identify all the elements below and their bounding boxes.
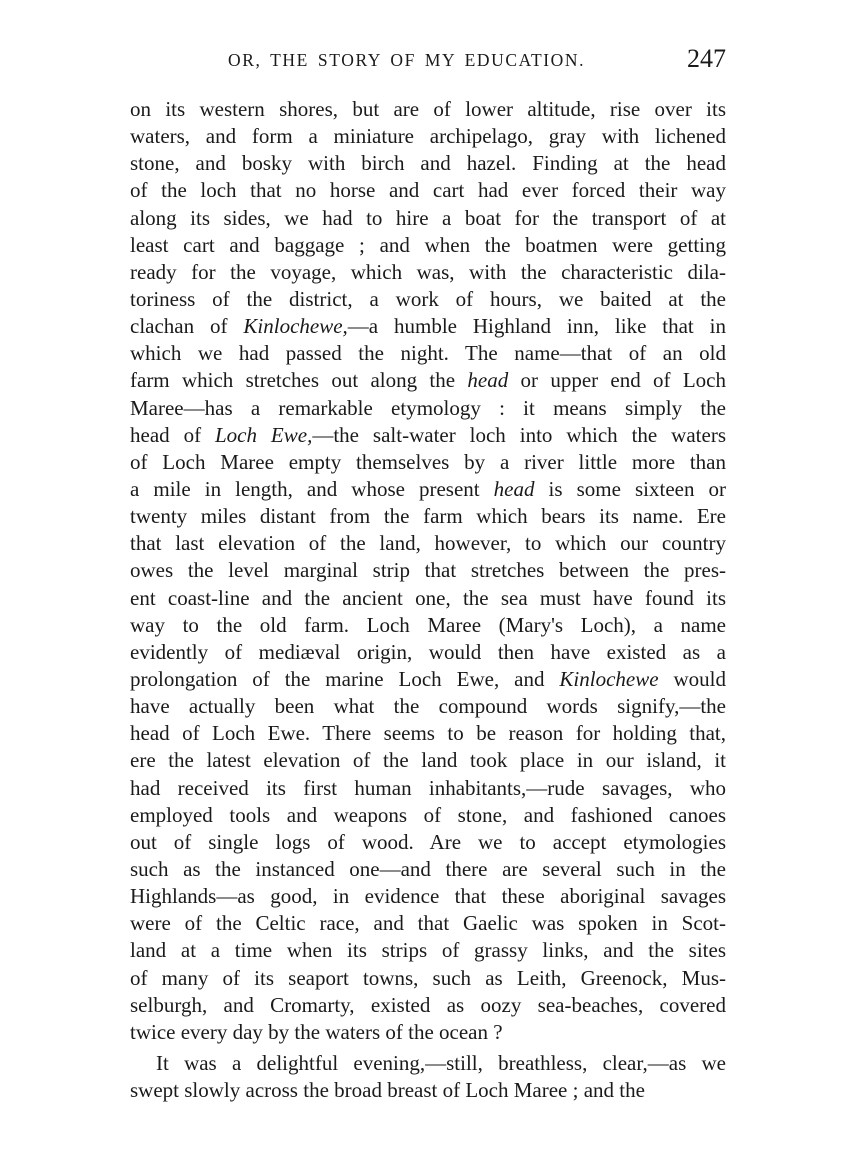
line-text: were of the Celtic race, and that Gaelic was spoken in Scot-: [130, 911, 726, 936]
line-text: have actually been what the compound words signify,—the: [130, 694, 726, 719]
line-text: would: [658, 666, 727, 691]
italic-text: head: [493, 476, 535, 501]
running-head: [130, 44, 726, 78]
line-text: out of single logs of wood. Are we to accept etymologies: [130, 829, 726, 854]
italic-text: Loch Ewe,: [215, 422, 313, 447]
text-line: [130, 177, 726, 204]
line-text: swept slowly across the broad breast of Loch Maree ; and the: [130, 1078, 645, 1103]
italic-text: Kinlochewe,: [243, 314, 348, 339]
line-text: It was a delightful evening,—still, breathless, clear,—as we: [156, 1050, 726, 1075]
page-number: 247: [687, 44, 726, 73]
line-text: a mile in length, and whose present: [130, 476, 494, 501]
text-line: [130, 612, 726, 639]
line-text: that last elevation of the land, however, to which our country: [130, 531, 726, 556]
line-text: had received its first human inhabitants,—rude savages, who: [130, 775, 726, 800]
text-line: [130, 639, 726, 666]
body-text: [130, 96, 726, 1104]
italic-text: head: [467, 368, 509, 393]
line-text: employed tools and weapons of stone, and fashioned canoes: [130, 802, 726, 827]
text-line: [130, 802, 726, 829]
line-text: twenty miles distant from the farm which bears its name. Ere: [130, 504, 726, 529]
text-line: [130, 1077, 726, 1104]
line-text: clachan of: [130, 314, 244, 339]
text-line: [130, 693, 726, 720]
text-line: [130, 286, 726, 313]
line-text: way to the old farm. Loch Maree (Mary's Loch), a name: [130, 612, 726, 637]
text-line: [130, 775, 726, 802]
text-line: [130, 150, 726, 177]
line-text: twice every day by the waters of the ocean ?: [130, 1019, 503, 1044]
line-text: of many of its seaport towns, such as Leith, Greenock, Mus-: [130, 965, 726, 990]
line-text: prolongation of the marine Loch Ewe, and: [130, 666, 560, 691]
line-text: —a humble Highland inn, like that in: [347, 314, 726, 339]
line-text: —the salt-water loch into which the waters: [312, 422, 726, 447]
line-text: such as the instanced one—and there are several such in the: [130, 856, 726, 881]
text-line: [130, 422, 726, 449]
line-text: waters, and form a miniature archipelago, gray with lichened: [130, 124, 726, 149]
line-text: is some sixteen or: [534, 476, 726, 501]
text-line: [130, 720, 726, 747]
text-line: [130, 557, 726, 584]
line-text: of the loch that no horse and cart had ever forced their way: [130, 178, 726, 203]
text-line: [130, 1019, 726, 1046]
italic-text: Kinlochewe: [559, 666, 659, 691]
text-line: [130, 449, 726, 476]
text-line: [130, 367, 726, 394]
line-text: which we had passed the night. The name—that of an old: [130, 341, 726, 366]
text-line: [130, 123, 726, 150]
text-line: [130, 965, 726, 992]
text-line: [130, 585, 726, 612]
text-line: [130, 503, 726, 530]
line-text: ent coast-line and the ancient one, the sea must have found its: [130, 585, 726, 610]
line-text: evidently of mediæval origin, would then have existed as a: [130, 639, 726, 664]
line-text: along its sides, we had to hire a boat for the transport of at: [130, 205, 726, 230]
line-text: stone, and bosky with birch and hazel. Finding at the head: [130, 151, 726, 176]
text-line: [130, 96, 726, 123]
text-line: [130, 883, 726, 910]
line-text: of Loch Maree empty themselves by a river little more than: [130, 449, 726, 474]
text-line: [130, 340, 726, 367]
line-text: head of Loch Ewe. There seems to be reason for holding that,: [130, 721, 726, 746]
line-text: least cart and baggage ; and when the boatmen were getting: [130, 232, 726, 257]
line-text: toriness of the district, a work of hours, we baited at the: [130, 286, 726, 311]
line-text: farm which stretches out along the: [130, 368, 468, 393]
text-line: [130, 259, 726, 286]
text-line: [130, 992, 726, 1019]
line-text: Highlands—as good, in evidence that these aboriginal savages: [130, 884, 726, 909]
line-text: owes the level marginal strip that stretches between the pres-: [130, 558, 726, 583]
text-line: [130, 395, 726, 422]
text-line: [130, 313, 726, 340]
line-text: Maree—has a remarkable etymology : it means simply the: [130, 395, 726, 420]
text-line: [130, 232, 726, 259]
text-line: [130, 530, 726, 557]
line-text: selburgh, and Cromarty, existed as oozy sea-beaches, covered: [130, 992, 726, 1017]
text-line: [130, 910, 726, 937]
text-line: [130, 666, 726, 693]
text-line: [130, 205, 726, 232]
text-line: [130, 829, 726, 856]
line-text: head of: [130, 422, 215, 447]
running-title: OR, THE STORY OF MY EDUCATION.: [228, 50, 586, 70]
text-line: [130, 747, 726, 774]
text-line: [130, 856, 726, 883]
text-line: [130, 937, 726, 964]
text-line: [130, 1050, 726, 1077]
line-text: or upper end of Loch: [508, 368, 726, 393]
line-text: ere the latest elevation of the land took place in our island, it: [130, 748, 726, 773]
line-text: ready for the voyage, which was, with the characteristic dila-: [130, 259, 726, 284]
line-text: land at a time when its strips of grassy links, and the sites: [130, 938, 726, 963]
text-line: [130, 476, 726, 503]
line-text: on its western shores, but are of lower altitude, rise over its: [130, 97, 726, 121]
